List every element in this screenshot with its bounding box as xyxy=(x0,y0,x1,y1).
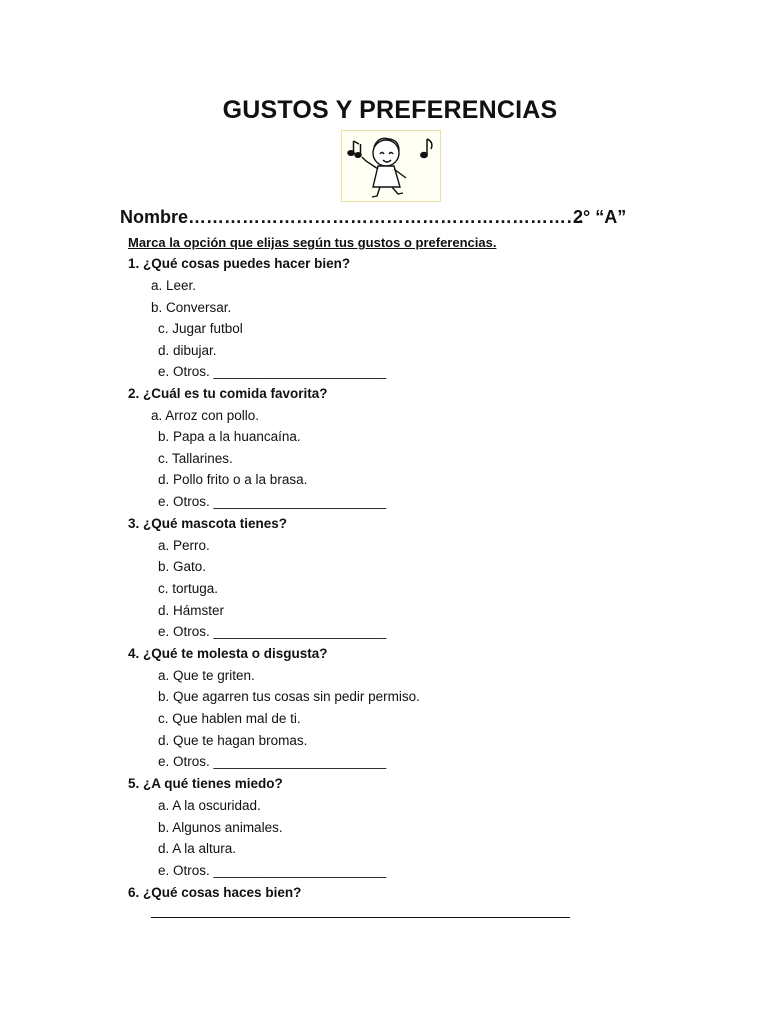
option-4e[interactable]: e. Otros. _______________________ xyxy=(158,754,387,769)
option-2e[interactable]: e. Otros. _______________________ xyxy=(158,494,387,509)
option-4d[interactable]: d. Que te hagan bromas. xyxy=(158,733,308,748)
question-1: 1. ¿Qué cosas puedes hacer bien? xyxy=(128,256,351,271)
question-5: 5. ¿A qué tienes miedo? xyxy=(128,776,283,791)
option-5b[interactable]: b. Algunos animales. xyxy=(158,820,283,835)
option-5a[interactable]: a. A la oscuridad. xyxy=(158,798,261,813)
instruction-text: Marca la opción que elijas según tus gustos o preferencias. xyxy=(128,235,497,250)
option-4b[interactable]: b. Que agarren tus cosas sin pedir permiso. xyxy=(158,689,420,704)
grade-label: 2° “A” xyxy=(573,207,627,227)
option-1a[interactable]: a. Leer. xyxy=(151,278,197,293)
answer-line-6[interactable] xyxy=(151,917,570,918)
option-5d[interactable]: d. A la altura. xyxy=(158,841,237,856)
option-2b[interactable]: b. Papa a la huancaína. xyxy=(158,429,301,444)
option-4c[interactable]: c. Que hablen mal de ti. xyxy=(158,711,301,726)
name-field-label: Nombre………………………………………………………… xyxy=(120,207,585,227)
option-1d[interactable]: d. dibujar. xyxy=(158,343,217,358)
option-1c[interactable]: c. Jugar futbol xyxy=(158,321,243,336)
option-2a[interactable]: a. Arroz con pollo. xyxy=(151,408,260,423)
option-1e[interactable]: e. Otros. _______________________ xyxy=(158,364,387,379)
question-6: 6. ¿Qué cosas haces bien? xyxy=(128,885,302,900)
option-4a[interactable]: a. Que te griten. xyxy=(158,668,255,683)
question-4: 4. ¿Qué te molesta o disgusta? xyxy=(128,646,328,661)
option-3a[interactable]: a. Perro. xyxy=(158,538,210,553)
option-3e[interactable]: e. Otros. _______________________ xyxy=(158,624,387,639)
question-3: 3. ¿Qué mascota tienes? xyxy=(128,516,288,531)
option-3b[interactable]: b. Gato. xyxy=(158,559,207,574)
option-2d[interactable]: d. Pollo frito o a la brasa. xyxy=(158,472,308,487)
dancing-girl-illustration xyxy=(341,130,441,202)
question-2: 2. ¿Cuál es tu comida favorita? xyxy=(128,386,328,401)
option-3c[interactable]: c. tortuga. xyxy=(158,581,219,596)
option-5e[interactable]: e. Otros. _______________________ xyxy=(158,863,387,878)
page-title: GUSTOS Y PREFERENCIAS xyxy=(222,96,558,124)
music-note-icon-2 xyxy=(421,139,432,158)
option-3d[interactable]: d. Hámster xyxy=(158,603,225,618)
option-1b[interactable]: b. Conversar. xyxy=(151,300,232,315)
option-2c[interactable]: c. Tallarines. xyxy=(158,451,233,466)
music-note-icon xyxy=(348,141,361,157)
